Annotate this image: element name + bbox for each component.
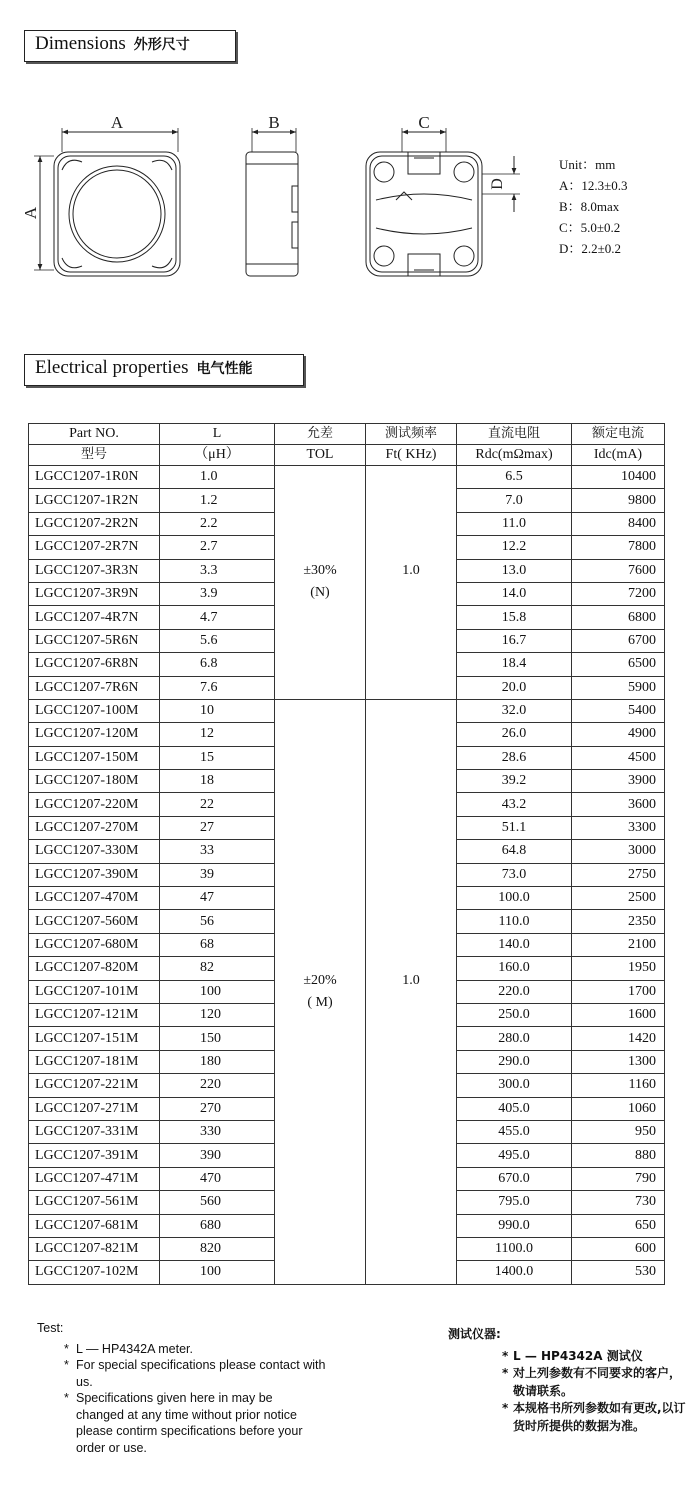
inductance-cell: 18 [160,770,275,793]
idc-cell: 2500 [572,887,665,910]
header-idc: Idc(mA) [572,445,665,466]
idc-cell: 3000 [572,840,665,863]
rdc-cell: 20.0 [457,676,572,699]
spec-a: A：12.3±0.3 [559,178,628,193]
inductance-cell: 390 [160,1144,275,1167]
dim-label-d: D [489,178,506,190]
tolerance-code: (N) [310,585,330,601]
part-number-cell: LGCC1207-6R8N [29,653,160,676]
notes-cn-item-text: 本规格书所列参数如有更改,以订货时所提供的数据为准。 [513,1401,686,1433]
rdc-cell: 26.0 [457,723,572,746]
idc-cell: 3600 [572,793,665,816]
notes-en-item [64,1357,334,1390]
electrical-title-cn: 电气性能 [196,361,253,377]
part-number-cell: LGCC1207-560M [29,910,160,933]
header-rdc-cn: 直流电阻 [457,424,572,445]
rdc-cell: 670.0 [457,1167,572,1190]
rdc-cell: 1100.0 [457,1237,572,1260]
electrical-title-en: Electrical properties [35,357,189,378]
tolerance-cell [275,466,366,700]
rdc-cell: 795.0 [457,1191,572,1214]
dimensions-title-cn: 外形尺寸 [133,37,190,53]
dimensions-title [24,30,236,62]
header-rdc: Rdc(mΩmax) [457,445,572,466]
part-number-cell: LGCC1207-330M [29,840,160,863]
rdc-cell: 160.0 [457,957,572,980]
inductance-cell: 12 [160,723,275,746]
notes-en-item-text: L — HP4342A meter. [76,1341,193,1356]
test-frequency-cell [366,466,457,700]
notes-en-item-text: Specifications given here in may be changed at any time without prior notice please contirm specifications before your order or use. [76,1391,303,1455]
part-number-cell: LGCC1207-2R2N [29,512,160,535]
idc-cell: 8400 [572,512,665,535]
idc-cell: 5400 [572,699,665,722]
dimensions-title-en: Dimensions [35,33,126,54]
part-number-cell: LGCC1207-101M [29,980,160,1003]
idc-cell: 7200 [572,582,665,605]
notes-cn-title: 测试仪器: [448,1327,501,1341]
spec-b: B：8.0max [559,199,620,214]
dim-label-a-side: A [21,206,40,220]
part-number-cell: LGCC1207-391M [29,1144,160,1167]
part-number-cell: LGCC1207-470M [29,887,160,910]
inductance-cell: 27 [160,816,275,839]
rdc-cell: 990.0 [457,1214,572,1237]
rdc-cell: 405.0 [457,1097,572,1120]
header-row-1 [29,424,665,445]
idc-cell: 1160 [572,1074,665,1097]
dim-label-b: B [268,113,280,132]
part-number-cell: LGCC1207-820M [29,957,160,980]
rdc-cell: 39.2 [457,770,572,793]
idc-cell: 790 [572,1167,665,1190]
bullet-star: * [502,1401,509,1415]
spec-unit: Unit：mm [559,157,616,172]
bullet-star: * [502,1366,509,1380]
dim-label-c: C [418,113,430,132]
rdc-cell: 110.0 [457,910,572,933]
bullet-star: * [502,1348,509,1363]
part-number-cell: LGCC1207-100M [29,699,160,722]
header-idc-cn: 额定电流 [572,424,665,445]
part-number-cell: LGCC1207-821M [29,1237,160,1260]
part-number-cell: LGCC1207-1R0N [29,466,160,489]
inductance-cell: 2.2 [160,512,275,535]
idc-cell: 1700 [572,980,665,1003]
rdc-cell: 12.2 [457,536,572,559]
electrical-title [24,354,304,386]
inductance-cell: 33 [160,840,275,863]
idc-cell: 2100 [572,933,665,956]
idc-cell: 1420 [572,1027,665,1050]
part-number-cell: LGCC1207-221M [29,1074,160,1097]
idc-cell: 2750 [572,863,665,886]
inductance-cell: 47 [160,887,275,910]
rdc-cell: 14.0 [457,582,572,605]
notes-en-item [64,1341,337,1358]
notes-cn [448,1326,688,1435]
rdc-cell: 16.7 [457,629,572,652]
inductance-cell: 180 [160,1050,275,1073]
notes-en-title: Test: [37,1321,64,1335]
notes-en-item [64,1390,306,1456]
idc-cell: 3300 [572,816,665,839]
rdc-cell: 1400.0 [457,1261,572,1284]
inductance-cell: 3.3 [160,559,275,582]
idc-cell: 1060 [572,1097,665,1120]
header-tol: TOL [275,445,366,466]
rdc-cell: 15.8 [457,606,572,629]
header-part-no: Part NO. [29,424,160,445]
idc-cell: 6700 [572,629,665,652]
rdc-cell: 7.0 [457,489,572,512]
rdc-cell: 51.1 [457,816,572,839]
part-number-cell: LGCC1207-150M [29,746,160,769]
tolerance-value: ±30% [303,563,337,579]
part-number-cell: LGCC1207-180M [29,770,160,793]
idc-cell: 530 [572,1261,665,1284]
part-number-cell: LGCC1207-270M [29,816,160,839]
rdc-cell: 73.0 [457,863,572,886]
inductance-cell: 68 [160,933,275,956]
inductance-cell: 15 [160,746,275,769]
header-tol-cn: 允差 [275,424,366,445]
rdc-cell: 250.0 [457,1003,572,1026]
inductance-cell: 470 [160,1167,275,1190]
rdc-cell: 6.5 [457,466,572,489]
rdc-cell: 11.0 [457,512,572,535]
idc-cell: 7600 [572,559,665,582]
idc-cell: 2350 [572,910,665,933]
table-body [29,466,665,1285]
header-l-unit: （μH） [160,445,275,466]
rdc-cell: 290.0 [457,1050,572,1073]
inductance-cell: 330 [160,1120,275,1143]
test-frequency-cell [366,699,457,1284]
rdc-cell: 140.0 [457,933,572,956]
part-number-cell: LGCC1207-471M [29,1167,160,1190]
part-number-cell: LGCC1207-3R3N [29,559,160,582]
part-number-cell: LGCC1207-220M [29,793,160,816]
electrical-properties-table [28,423,665,1285]
part-number-cell: LGCC1207-390M [29,863,160,886]
rdc-cell: 495.0 [457,1144,572,1167]
inductance-cell: 1.0 [160,466,275,489]
rdc-cell: 28.6 [457,746,572,769]
dim-label-a-top: A [110,113,124,132]
rdc-cell: 13.0 [457,559,572,582]
idc-cell: 650 [572,1214,665,1237]
bullet-star: * [64,1391,69,1405]
rdc-cell: 280.0 [457,1027,572,1050]
inductance-cell: 6.8 [160,653,275,676]
inductance-cell: 4.7 [160,606,275,629]
idc-cell: 880 [572,1144,665,1167]
idc-cell: 5900 [572,676,665,699]
inductance-cell: 820 [160,1237,275,1260]
rdc-cell: 32.0 [457,699,572,722]
part-number-cell: LGCC1207-102M [29,1261,160,1284]
notes-en-item-text: For special specifications please contact with us. [76,1358,326,1389]
test-frequency-value: 1.0 [402,972,420,988]
part-number-cell: LGCC1207-1R2N [29,489,160,512]
idc-cell: 6800 [572,606,665,629]
part-number-cell: LGCC1207-5R6N [29,629,160,652]
bottom-view-drawing [366,128,520,276]
inductance-cell: 120 [160,1003,275,1026]
part-number-cell: LGCC1207-681M [29,1214,160,1237]
notes-cn-item [502,1348,688,1366]
table-row [29,699,665,722]
idc-cell: 6500 [572,653,665,676]
idc-cell: 600 [572,1237,665,1260]
inductance-cell: 10 [160,699,275,722]
spec-c: C：5.0±0.2 [559,220,621,235]
part-number-cell: LGCC1207-151M [29,1027,160,1050]
inductance-cell: 3.9 [160,582,275,605]
spec-d: D：2.2±0.2 [559,241,622,256]
inductance-cell: 220 [160,1074,275,1097]
rdc-cell: 43.2 [457,793,572,816]
bullet-star: * [64,1358,69,1372]
tolerance-value: ±20% [303,972,337,988]
inductance-cell: 680 [160,1214,275,1237]
inductance-cell: 560 [160,1191,275,1214]
header-l: L [160,424,275,445]
notes-cn-item-text: 对上列参数有不同要求的客户，敬请联系。 [513,1366,682,1398]
idc-cell: 10400 [572,466,665,489]
inductance-cell: 82 [160,957,275,980]
idc-cell: 9800 [572,489,665,512]
inductance-cell: 100 [160,1261,275,1284]
part-number-cell: LGCC1207-2R7N [29,536,160,559]
part-number-cell: LGCC1207-680M [29,933,160,956]
part-number-cell: LGCC1207-271M [29,1097,160,1120]
idc-cell: 4500 [572,746,665,769]
inductance-cell: 100 [160,980,275,1003]
part-number-cell: LGCC1207-331M [29,1120,160,1143]
rdc-cell: 220.0 [457,980,572,1003]
inductance-cell: 5.6 [160,629,275,652]
idc-cell: 950 [572,1120,665,1143]
header-ft-cn: 测试频率 [366,424,457,445]
rdc-cell: 455.0 [457,1120,572,1143]
tolerance-code: ( M) [307,994,333,1010]
inductance-cell: 2.7 [160,536,275,559]
rdc-cell: 18.4 [457,653,572,676]
inductance-cell: 7.6 [160,676,275,699]
notes-cn-item [502,1400,695,1435]
inductance-cell: 150 [160,1027,275,1050]
idc-cell: 4900 [572,723,665,746]
inductance-cell: 39 [160,863,275,886]
part-number-cell: LGCC1207-121M [29,1003,160,1026]
idc-cell: 1600 [572,1003,665,1026]
inductance-cell: 270 [160,1097,275,1120]
side-view-drawing [246,128,298,276]
idc-cell: 730 [572,1191,665,1214]
header-row-2 [29,445,665,466]
part-number-cell: LGCC1207-120M [29,723,160,746]
bullet-star: * [64,1341,69,1356]
test-frequency-value: 1.0 [402,563,420,579]
rdc-cell: 300.0 [457,1074,572,1097]
inductance-cell: 22 [160,793,275,816]
notes-en [37,1320,337,1456]
part-number-cell: LGCC1207-561M [29,1191,160,1214]
notes-cn-item-text: L — HP4342A 测试仪 [513,1348,643,1363]
table-row [29,466,665,489]
inductance-cell: 1.2 [160,489,275,512]
inductance-cell: 56 [160,910,275,933]
idc-cell: 7800 [572,536,665,559]
idc-cell: 3900 [572,770,665,793]
front-view-drawing [34,128,180,276]
part-number-cell: LGCC1207-7R6N [29,676,160,699]
rdc-cell: 100.0 [457,887,572,910]
part-number-cell: LGCC1207-3R9N [29,582,160,605]
part-number-cell: LGCC1207-4R7N [29,606,160,629]
header-part-cn: 型号 [29,445,160,466]
idc-cell: 1300 [572,1050,665,1073]
notes-cn-item [502,1365,683,1400]
part-number-cell: LGCC1207-181M [29,1050,160,1073]
rdc-cell: 64.8 [457,840,572,863]
tolerance-cell [275,699,366,1284]
idc-cell: 1950 [572,957,665,980]
header-ft: Ft( KHz) [366,445,457,466]
